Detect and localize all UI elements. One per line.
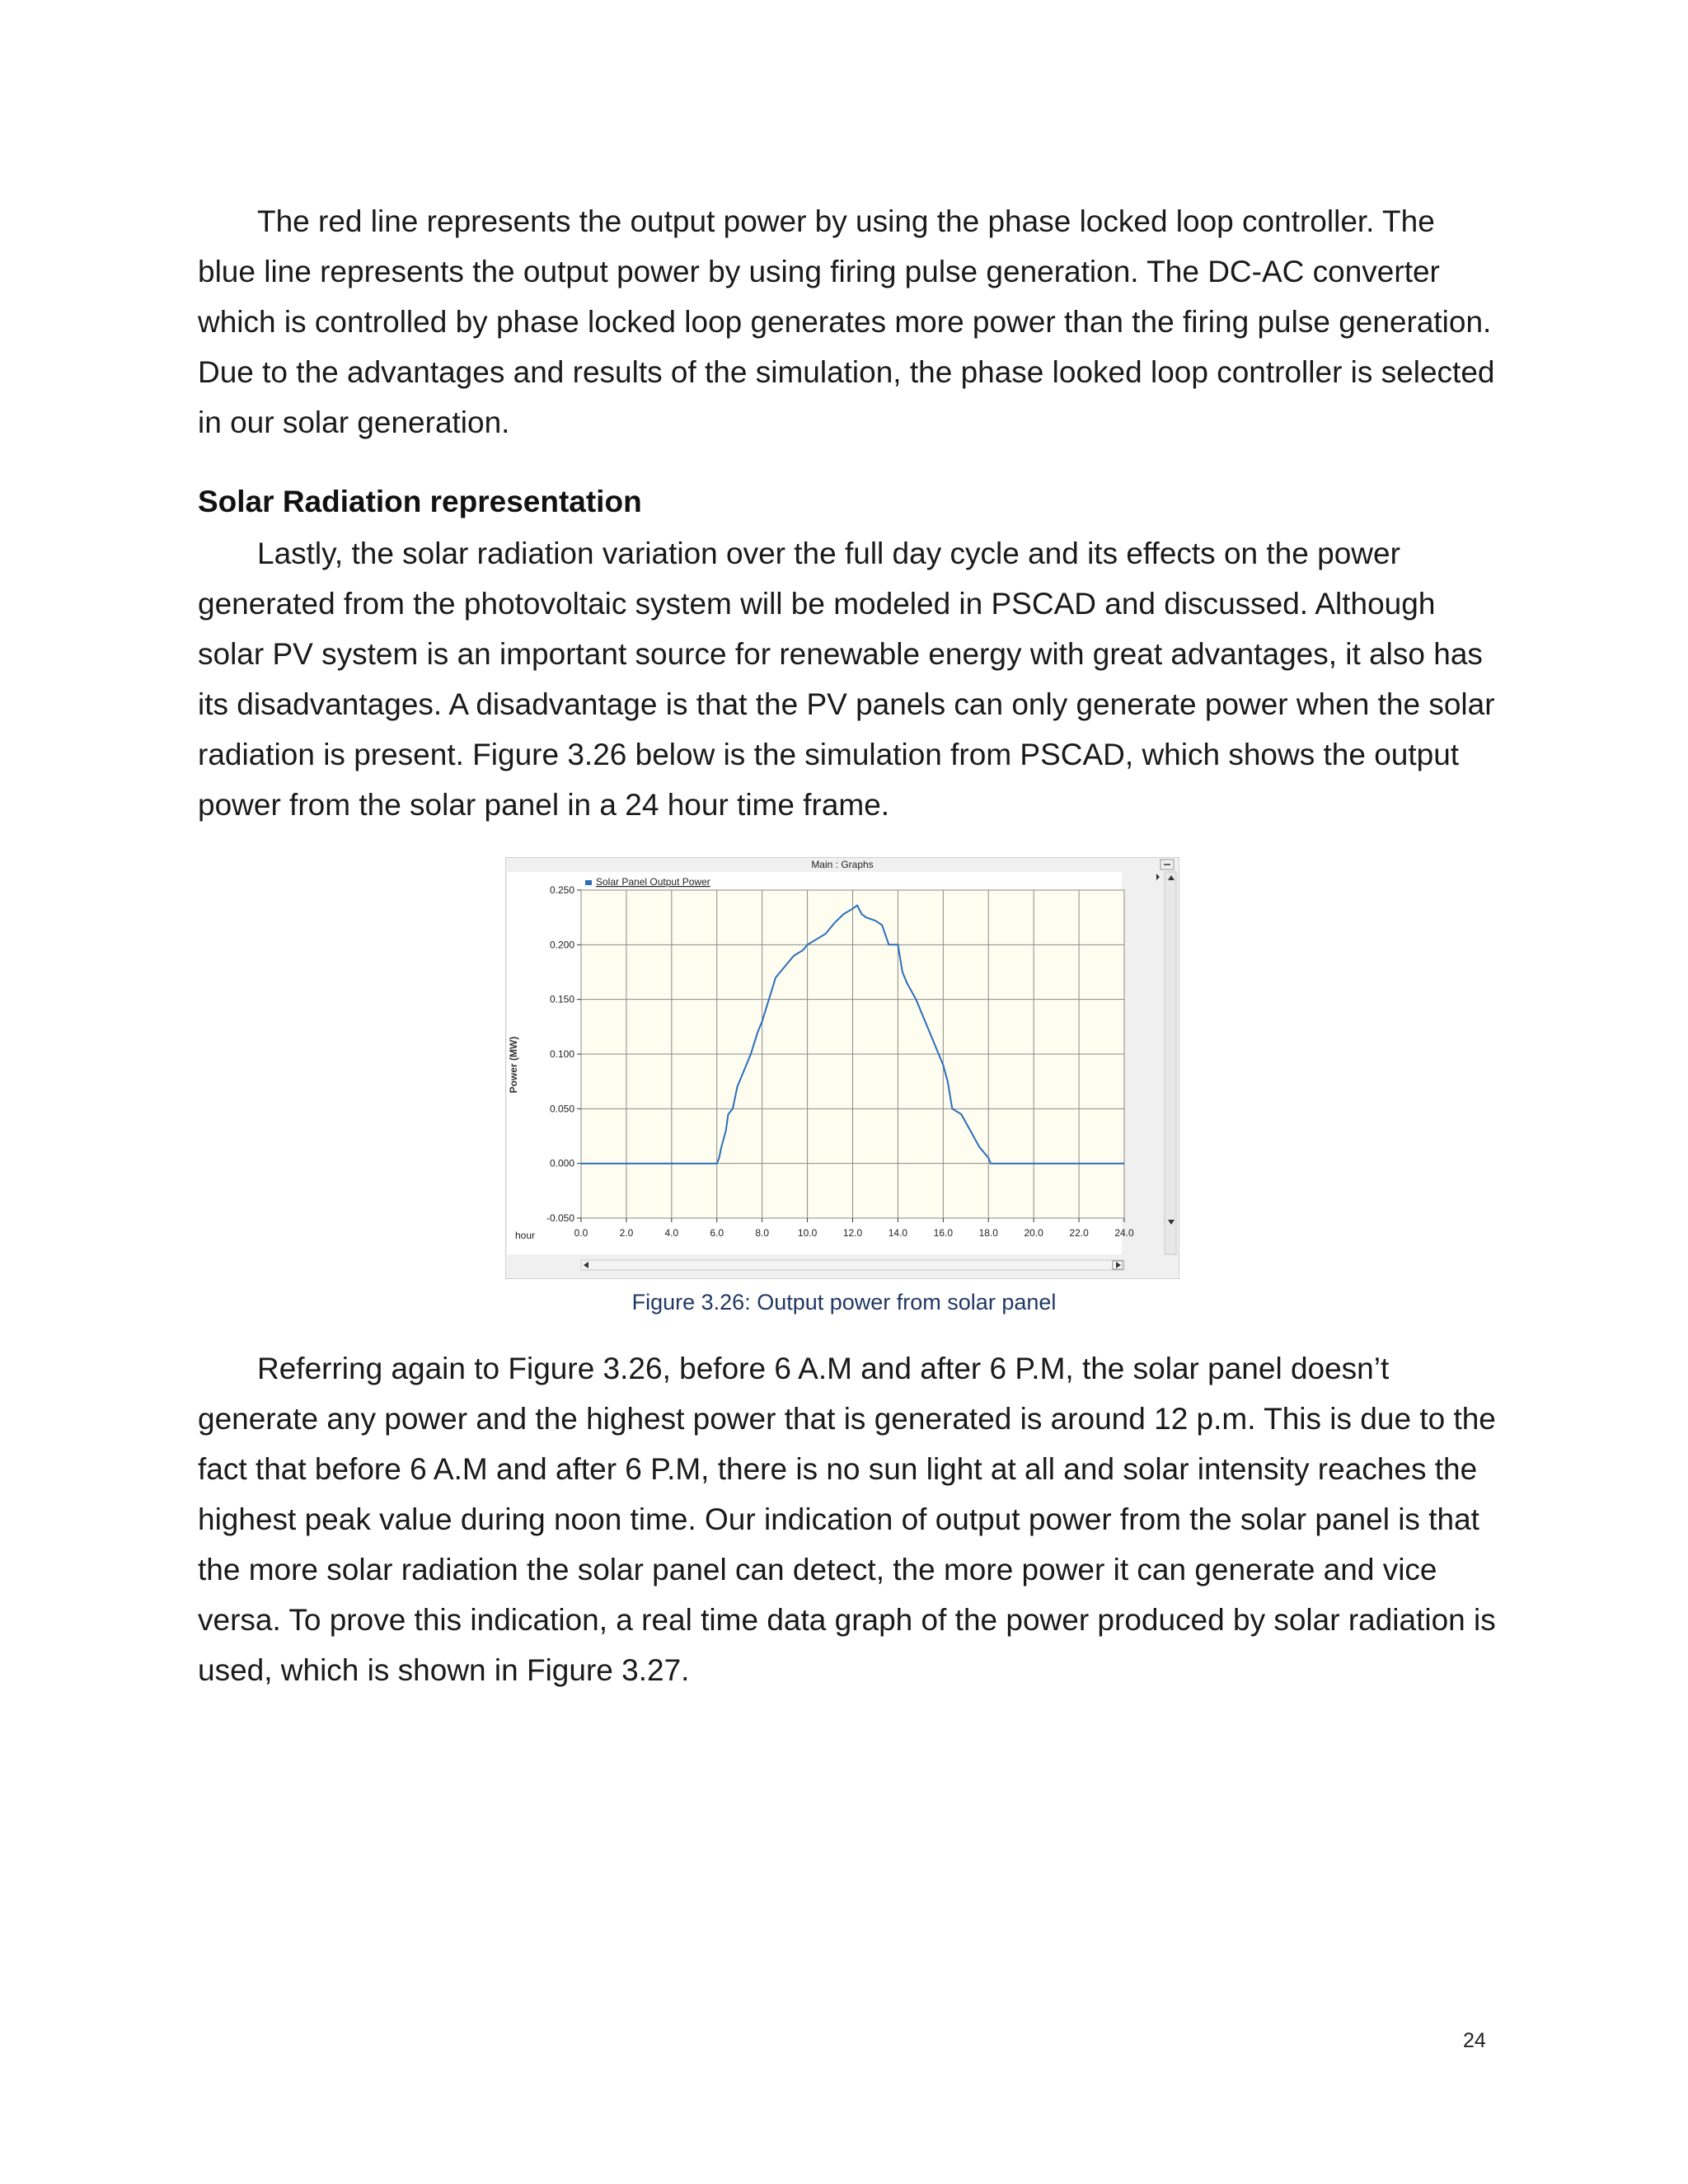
x-tick-label: 24.0 (1114, 1227, 1134, 1239)
x-tick-label: 6.0 (710, 1227, 724, 1239)
page-number: 24 (1463, 2029, 1486, 2052)
y-tick-label: 0.000 (549, 1157, 574, 1169)
legend-swatch (585, 880, 592, 885)
solar-output-chart (505, 857, 1179, 1279)
x-tick-label: 14.0 (888, 1227, 908, 1239)
paragraph-pll-comparison: The red line represents the output power by using the phase locked loop controller. The blue line represents the output power by using firing pulse generation. The DC-AC converter which is controlled by phase locked loop generates more power than the firing pulse generation. Due to the advantages and results of the simulation, the phase looked loop controller is selected in our solar generation. (198, 204, 1495, 439)
horizontal-scrollbar[interactable] (581, 1260, 1124, 1270)
x-axis-label: hour (515, 1230, 536, 1241)
x-tick-label: 8.0 (755, 1227, 770, 1239)
pscad-graph-window (505, 857, 1179, 1279)
x-tick-label: 18.0 (978, 1227, 998, 1239)
y-tick-label: 0.150 (549, 993, 574, 1005)
y-tick-label: 0.100 (549, 1048, 574, 1060)
x-tick-label: 20.0 (1024, 1227, 1043, 1239)
figure-caption: Figure 3.26: Output power from solar panel (631, 1290, 1057, 1315)
legend-label: Solar Panel Output Power (596, 876, 710, 888)
paragraph-solar-radiation: Lastly, the solar radiation variation over the full day cycle and its effects on the power generated from the photovoltaic system will be modeled in PSCAD and discussed. Although solar PV system is an important source for renewable energy with great advantages, it also has its disadvantages. A disadvantage is that the PV panels can only generate power when the solar radiation is present. Figure 3.26 below is the simulation from PSCAD, which shows the output power from the solar panel in a 24 hour time frame. (198, 537, 1495, 822)
x-tick-label: 12.0 (842, 1227, 863, 1239)
x-tick-label: 22.0 (1069, 1227, 1089, 1239)
x-tick-label: 2.0 (619, 1227, 634, 1239)
y-tick-label: 0.200 (549, 939, 574, 951)
window-title: Main : Graphs (811, 859, 874, 870)
y-axis-label: Power (MW) (508, 1036, 519, 1094)
vertical-scrollbar[interactable] (1165, 872, 1176, 1254)
x-tick-label: 10.0 (797, 1227, 818, 1239)
y-tick-label: 0.050 (549, 1103, 574, 1115)
x-tick-label: 16.0 (933, 1227, 954, 1239)
paragraph-figure-discussion: Referring again to Figure 3.26, before 6 A.M and after 6 P.M, the solar panel doesn’t generate any power and the highest power that is generated is around 12 p.m. This is due to the fact that before 6 A.M and after 6 P.M, there is no sun light at all and solar intensity reaches the highest peak value during noon time. Our indication of output power from the solar panel is that the more solar radiation the solar panel can detect, the more power it can generate and vice versa. To prove this indication, a real time data graph of the power produced by solar radiation is used, which is shown in Figure 3.27. (198, 1352, 1496, 1687)
x-tick-label: 4.0 (664, 1227, 679, 1239)
y-tick-label: 0.250 (549, 884, 574, 896)
x-tick-label: 0.0 (574, 1227, 588, 1239)
y-tick-label: -0.050 (546, 1212, 574, 1224)
section-heading: Solar Radiation representation (198, 485, 642, 518)
